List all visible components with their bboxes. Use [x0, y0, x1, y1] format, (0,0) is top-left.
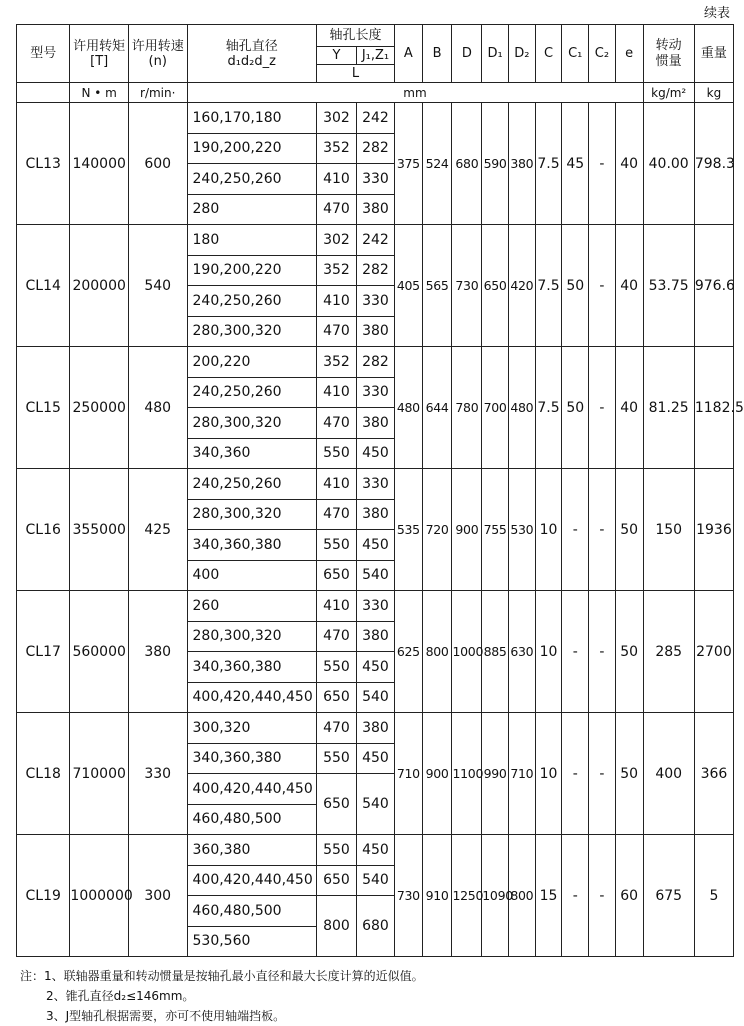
length-J1Z1-cell: 242: [356, 103, 394, 134]
B-cell: 800: [422, 591, 452, 713]
bore-diameter-cell: 280,300,320: [187, 499, 316, 530]
bore-diameter-cell: 400,420,440,450: [187, 682, 316, 713]
D-cell: 730: [452, 225, 482, 347]
model-cell: CL17: [17, 591, 70, 713]
speed-cell: 480: [128, 347, 187, 469]
length-J1Z1-cell: 380: [356, 408, 394, 439]
inertia-cell: 675: [643, 835, 694, 957]
bore-diameter-cell: 180: [187, 225, 316, 256]
length-Y-cell: 550: [316, 438, 356, 469]
bore-diameter-cell: 240,250,260: [187, 286, 316, 317]
A-cell: 405: [394, 225, 422, 347]
A-cell: 625: [394, 591, 422, 713]
header-torque: 许用转矩 [T]: [70, 25, 129, 83]
unit-weight: kg: [694, 83, 733, 103]
C-cell: 10: [535, 591, 562, 713]
table-row: [17, 103, 734, 134]
weight-cell: 1936: [694, 469, 733, 591]
speed-cell: 425: [128, 469, 187, 591]
unit-dims: mm: [187, 83, 643, 103]
length-J1Z1-cell: 330: [356, 377, 394, 408]
header-D1: D₁: [482, 25, 509, 83]
bore-diameter-cell: 400,420,440,450: [187, 865, 316, 896]
unit-inertia: kg/m²: [643, 83, 694, 103]
C1-cell: 50: [562, 347, 589, 469]
length-J1Z1-cell: 380: [356, 499, 394, 530]
C-cell: 15: [535, 835, 562, 957]
C-cell: 7.5: [535, 347, 562, 469]
D1-cell: 1090: [482, 835, 509, 957]
bore-diameter-cell: 340,360: [187, 438, 316, 469]
weight-cell: 366: [694, 713, 733, 835]
speed-cell: 300: [128, 835, 187, 957]
e-cell: 60: [615, 835, 643, 957]
inertia-cell: 285: [643, 591, 694, 713]
table-row: [17, 469, 734, 500]
header-speed: 许用转速 (n): [128, 25, 187, 83]
length-Y-cell: 550: [316, 652, 356, 683]
length-Y-cell: 470: [316, 194, 356, 225]
torque-cell: 710000: [70, 713, 129, 835]
length-J1Z1-cell: 450: [356, 652, 394, 683]
length-Y-cell: 410: [316, 591, 356, 622]
length-J1Z1-cell: 330: [356, 469, 394, 500]
footnotes: [20, 966, 424, 1026]
length-Y-cell: 410: [316, 286, 356, 317]
D1-cell: 990: [482, 713, 509, 835]
model-cell: CL14: [17, 225, 70, 347]
length-Y-cell: 470: [316, 621, 356, 652]
header-J1Z1: J₁,Z₁: [356, 47, 394, 65]
bore-diameter-cell: 400,420,440,450: [187, 774, 316, 805]
model-cell: CL15: [17, 347, 70, 469]
length-J1Z1-cell: 540: [356, 865, 394, 896]
bore-diameter-cell: 240,250,260: [187, 164, 316, 195]
A-cell: 710: [394, 713, 422, 835]
C1-cell: 50: [562, 225, 589, 347]
header-Y: Y: [316, 47, 356, 65]
length-Y-cell: 352: [316, 255, 356, 286]
C2-cell: -: [589, 225, 616, 347]
A-cell: 375: [394, 103, 422, 225]
D2-cell: 800: [508, 835, 535, 957]
length-J1Z1-cell: 540: [356, 774, 394, 835]
table-row: [17, 713, 734, 744]
inertia-cell: 40.00: [643, 103, 694, 225]
length-Y-cell: 410: [316, 469, 356, 500]
table-row: [17, 591, 734, 622]
torque-cell: 140000: [70, 103, 129, 225]
length-J1Z1-cell: 282: [356, 347, 394, 378]
B-cell: 910: [422, 835, 452, 957]
table-row: [17, 347, 734, 378]
D2-cell: 420: [508, 225, 535, 347]
length-Y-cell: 550: [316, 835, 356, 866]
B-cell: 900: [422, 713, 452, 835]
weight-cell: 1182.5: [694, 347, 733, 469]
D-cell: 780: [452, 347, 482, 469]
length-J1Z1-cell: 450: [356, 835, 394, 866]
e-cell: 50: [615, 591, 643, 713]
D1-cell: 700: [482, 347, 509, 469]
e-cell: 50: [615, 469, 643, 591]
D2-cell: 530: [508, 469, 535, 591]
length-Y-cell: 410: [316, 164, 356, 195]
bore-diameter-cell: 300,320: [187, 713, 316, 744]
e-cell: 40: [615, 347, 643, 469]
D-cell: 1100: [452, 713, 482, 835]
header-e: e: [615, 25, 643, 83]
length-J1Z1-cell: 540: [356, 682, 394, 713]
C2-cell: -: [589, 103, 616, 225]
bore-diameter-cell: 160,170,180: [187, 103, 316, 134]
speed-cell: 380: [128, 591, 187, 713]
C-cell: 10: [535, 469, 562, 591]
table-row: [17, 225, 734, 256]
torque-cell: 355000: [70, 469, 129, 591]
header-A: A: [394, 25, 422, 83]
bore-diameter-cell: 360,380: [187, 835, 316, 866]
weight-cell: 5: [694, 835, 733, 957]
length-J1Z1-cell: 380: [356, 194, 394, 225]
B-cell: 644: [422, 347, 452, 469]
D1-cell: 650: [482, 225, 509, 347]
header-C: C: [535, 25, 562, 83]
header-D2: D₂: [508, 25, 535, 83]
length-Y-cell: 352: [316, 347, 356, 378]
bore-diameter-cell: 240,250,260: [187, 469, 316, 500]
B-cell: 565: [422, 225, 452, 347]
length-Y-cell: 302: [316, 225, 356, 256]
torque-cell: 200000: [70, 225, 129, 347]
header-D: D: [452, 25, 482, 83]
length-J1Z1-cell: 282: [356, 255, 394, 286]
bore-diameter-cell: 340,360,380: [187, 743, 316, 774]
length-J1Z1-cell: 282: [356, 133, 394, 164]
speed-cell: 540: [128, 225, 187, 347]
length-Y-cell: 550: [316, 530, 356, 561]
bore-diameter-cell: 260: [187, 591, 316, 622]
A-cell: 480: [394, 347, 422, 469]
C2-cell: -: [589, 713, 616, 835]
length-Y-cell: 470: [316, 499, 356, 530]
speed-cell: 330: [128, 713, 187, 835]
D2-cell: 630: [508, 591, 535, 713]
torque-cell: 560000: [70, 591, 129, 713]
D2-cell: 380: [508, 103, 535, 225]
length-Y-cell: 302: [316, 103, 356, 134]
e-cell: 50: [615, 713, 643, 835]
unit-torque: N • m: [70, 83, 129, 103]
header-bore-length: 轴孔长度: [316, 25, 394, 47]
length-J1Z1-cell: 380: [356, 621, 394, 652]
C1-cell: -: [562, 713, 589, 835]
D-cell: 1000: [452, 591, 482, 713]
torque-cell: 1000000: [70, 835, 129, 957]
length-J1Z1-cell: 450: [356, 530, 394, 561]
model-cell: CL18: [17, 713, 70, 835]
header-inertia: 转动惯量: [643, 25, 694, 83]
coupling-spec-table: [16, 24, 744, 957]
speed-cell: 600: [128, 103, 187, 225]
note-1: 注：1、联轴器重量和转动惯量是按轴孔最小直径和最大长度计算的近似值。: [20, 969, 424, 983]
length-Y-cell: 650: [316, 682, 356, 713]
bore-diameter-cell: 200,220: [187, 347, 316, 378]
length-J1Z1-cell: 380: [356, 713, 394, 744]
bore-diameter-cell: 190,200,220: [187, 255, 316, 286]
length-J1Z1-cell: 242: [356, 225, 394, 256]
D-cell: 900: [452, 469, 482, 591]
header-C1: C₁: [562, 25, 589, 83]
continued-label: 续表: [703, 6, 730, 21]
bore-diameter-cell: 190,200,220: [187, 133, 316, 164]
C2-cell: -: [589, 591, 616, 713]
length-Y-cell: 352: [316, 133, 356, 164]
D-cell: 1250: [452, 835, 482, 957]
unit-speed: r/min·: [128, 83, 187, 103]
bore-diameter-cell: 460,480,500: [187, 804, 316, 835]
model-cell: CL16: [17, 469, 70, 591]
length-J1Z1-cell: 540: [356, 560, 394, 591]
inertia-cell: 53.75: [643, 225, 694, 347]
B-cell: 524: [422, 103, 452, 225]
length-Y-cell: 410: [316, 377, 356, 408]
bore-diameter-cell: 280,300,320: [187, 621, 316, 652]
C2-cell: -: [589, 469, 616, 591]
weight-cell: 976.6: [694, 225, 733, 347]
C-cell: 10: [535, 713, 562, 835]
weight-cell: 2700: [694, 591, 733, 713]
D1-cell: 755: [482, 469, 509, 591]
D1-cell: 885: [482, 591, 509, 713]
bore-diameter-cell: 280: [187, 194, 316, 225]
note-3: 3、J型轴孔根据需要，亦可不使用轴端挡板。: [46, 1009, 286, 1023]
table-row: [17, 835, 734, 866]
bore-diameter-cell: 340,360,380: [187, 652, 316, 683]
B-cell: 720: [422, 469, 452, 591]
note-2: 2、锥孔直径d₂≤146mm。: [46, 989, 195, 1003]
model-cell: CL19: [17, 835, 70, 957]
length-Y-cell: 470: [316, 316, 356, 347]
bore-diameter-cell: 280,300,320: [187, 316, 316, 347]
A-cell: 730: [394, 835, 422, 957]
inertia-cell: 400: [643, 713, 694, 835]
e-cell: 40: [615, 225, 643, 347]
C-cell: 7.5: [535, 103, 562, 225]
weight-cell: 798.3: [694, 103, 733, 225]
C1-cell: -: [562, 835, 589, 957]
model-cell: CL13: [17, 103, 70, 225]
D2-cell: 710: [508, 713, 535, 835]
e-cell: 40: [615, 103, 643, 225]
header-weight: 重量: [694, 25, 733, 83]
header-C2: C₂: [589, 25, 616, 83]
length-J1Z1-cell: 450: [356, 438, 394, 469]
C-cell: 7.5: [535, 225, 562, 347]
length-Y-cell: 650: [316, 865, 356, 896]
header-model: 型号: [17, 25, 70, 83]
D1-cell: 590: [482, 103, 509, 225]
length-J1Z1-cell: 330: [356, 164, 394, 195]
bore-diameter-cell: 340,360,380: [187, 530, 316, 561]
C1-cell: -: [562, 469, 589, 591]
bore-diameter-cell: 460,480,500: [187, 896, 316, 927]
C2-cell: -: [589, 347, 616, 469]
length-J1Z1-cell: 450: [356, 743, 394, 774]
length-Y-cell: 550: [316, 743, 356, 774]
length-Y-cell: 650: [316, 560, 356, 591]
A-cell: 535: [394, 469, 422, 591]
length-Y-cell: 650: [316, 774, 356, 835]
D-cell: 680: [452, 103, 482, 225]
length-Y-cell: 470: [316, 408, 356, 439]
length-Y-cell: 800: [316, 896, 356, 957]
length-J1Z1-cell: 330: [356, 286, 394, 317]
bore-diameter-cell: 280,300,320: [187, 408, 316, 439]
bore-diameter-cell: 240,250,260: [187, 377, 316, 408]
bore-diameter-cell: 530,560: [187, 926, 316, 957]
length-J1Z1-cell: 330: [356, 591, 394, 622]
length-J1Z1-cell: 680: [356, 896, 394, 957]
C1-cell: 45: [562, 103, 589, 225]
length-Y-cell: 470: [316, 713, 356, 744]
inertia-cell: 81.25: [643, 347, 694, 469]
torque-cell: 250000: [70, 347, 129, 469]
header-bore-diameter: 轴孔直径 d₁d₂d_z: [187, 25, 316, 83]
C1-cell: -: [562, 591, 589, 713]
D2-cell: 480: [508, 347, 535, 469]
bore-diameter-cell: 400: [187, 560, 316, 591]
length-J1Z1-cell: 380: [356, 316, 394, 347]
inertia-cell: 150: [643, 469, 694, 591]
C2-cell: -: [589, 835, 616, 957]
header-L: L: [316, 65, 394, 83]
header-B: B: [422, 25, 452, 83]
